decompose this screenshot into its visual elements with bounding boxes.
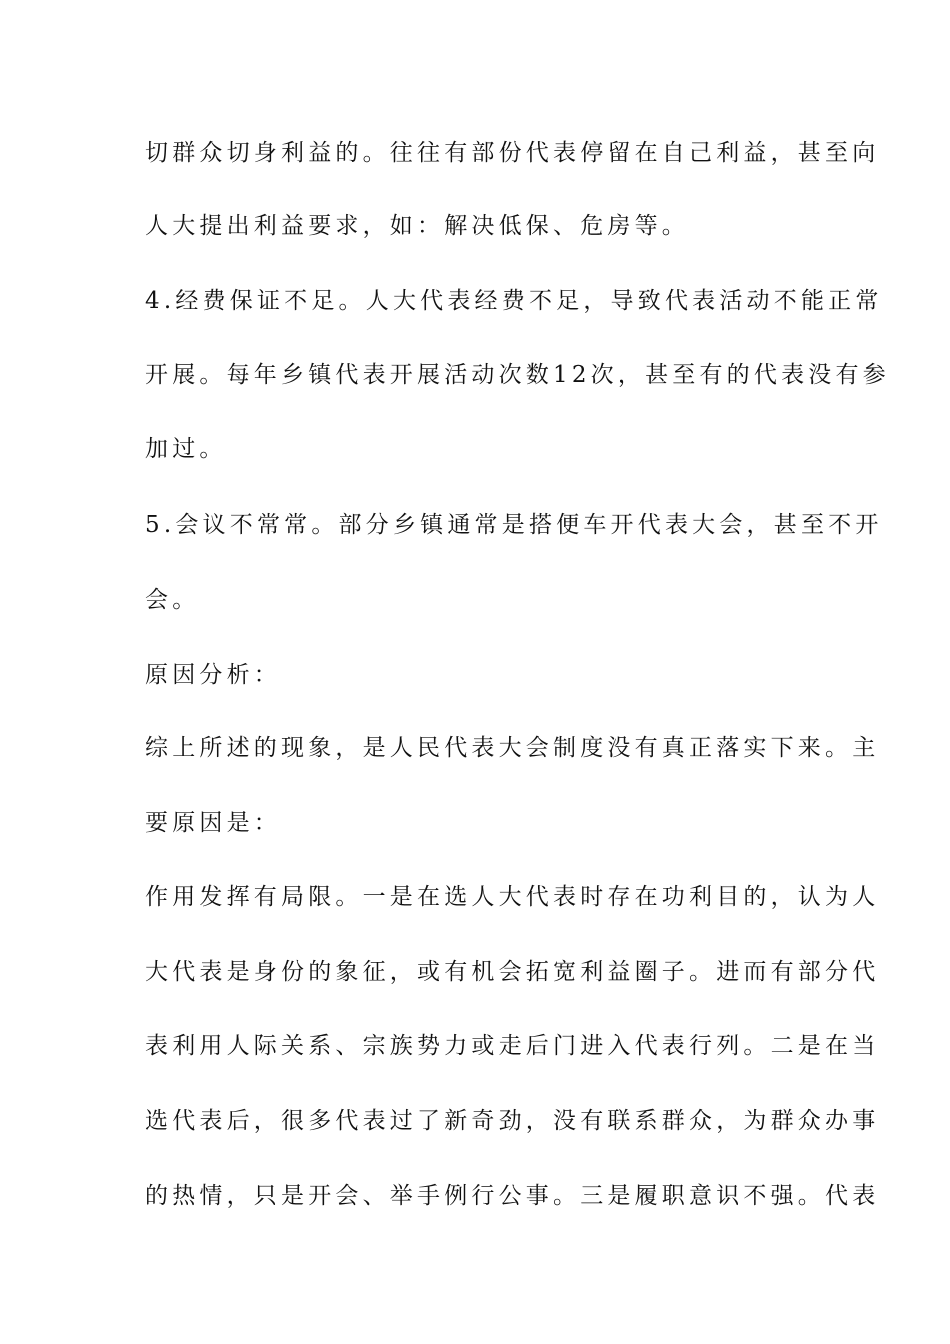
text-line: 选代表后，很多代表过了新奇劲，没有联系群众，为群众办事 bbox=[145, 1108, 880, 1134]
text-line: 人大提出利益要求，如：解决低保、危房等。 bbox=[145, 213, 689, 239]
text-line: 大代表是身份的象征，或有机会拓宽利益圈子。进而有部分代 bbox=[145, 959, 880, 985]
text-line: 开展。每年乡镇代表开展活动次数12次，甚至有的代表没有参 bbox=[145, 362, 890, 388]
text-line: 5.会议不常常。部分乡镇通常是搭便车开代表大会，甚至不开 bbox=[145, 512, 883, 538]
text-line: 表利用人际关系、宗族势力或走后门进入代表行列。二是在当 bbox=[145, 1033, 880, 1059]
text-line: 会。 bbox=[145, 587, 200, 613]
text-line: 要原因是： bbox=[145, 810, 281, 836]
text-line: 作用发挥有局限。一是在选人大代表时存在功利目的，认为人 bbox=[145, 884, 880, 910]
text-line: 的热情，只是开会、举手例行公事。三是履职意识不强。代表 bbox=[145, 1183, 880, 1209]
text-line: 综上所述的现象，是人民代表大会制度没有真正落实下来。主 bbox=[145, 735, 880, 761]
text-line: 4.经费保证不足。人大代表经费不足，导致代表活动不能正常 bbox=[145, 288, 883, 314]
text-line: 原因分析： bbox=[145, 662, 281, 688]
text-line: 加过。 bbox=[145, 436, 227, 462]
text-line: 切群众切身利益的。往往有部份代表停留在自己利益，甚至向 bbox=[145, 140, 880, 166]
